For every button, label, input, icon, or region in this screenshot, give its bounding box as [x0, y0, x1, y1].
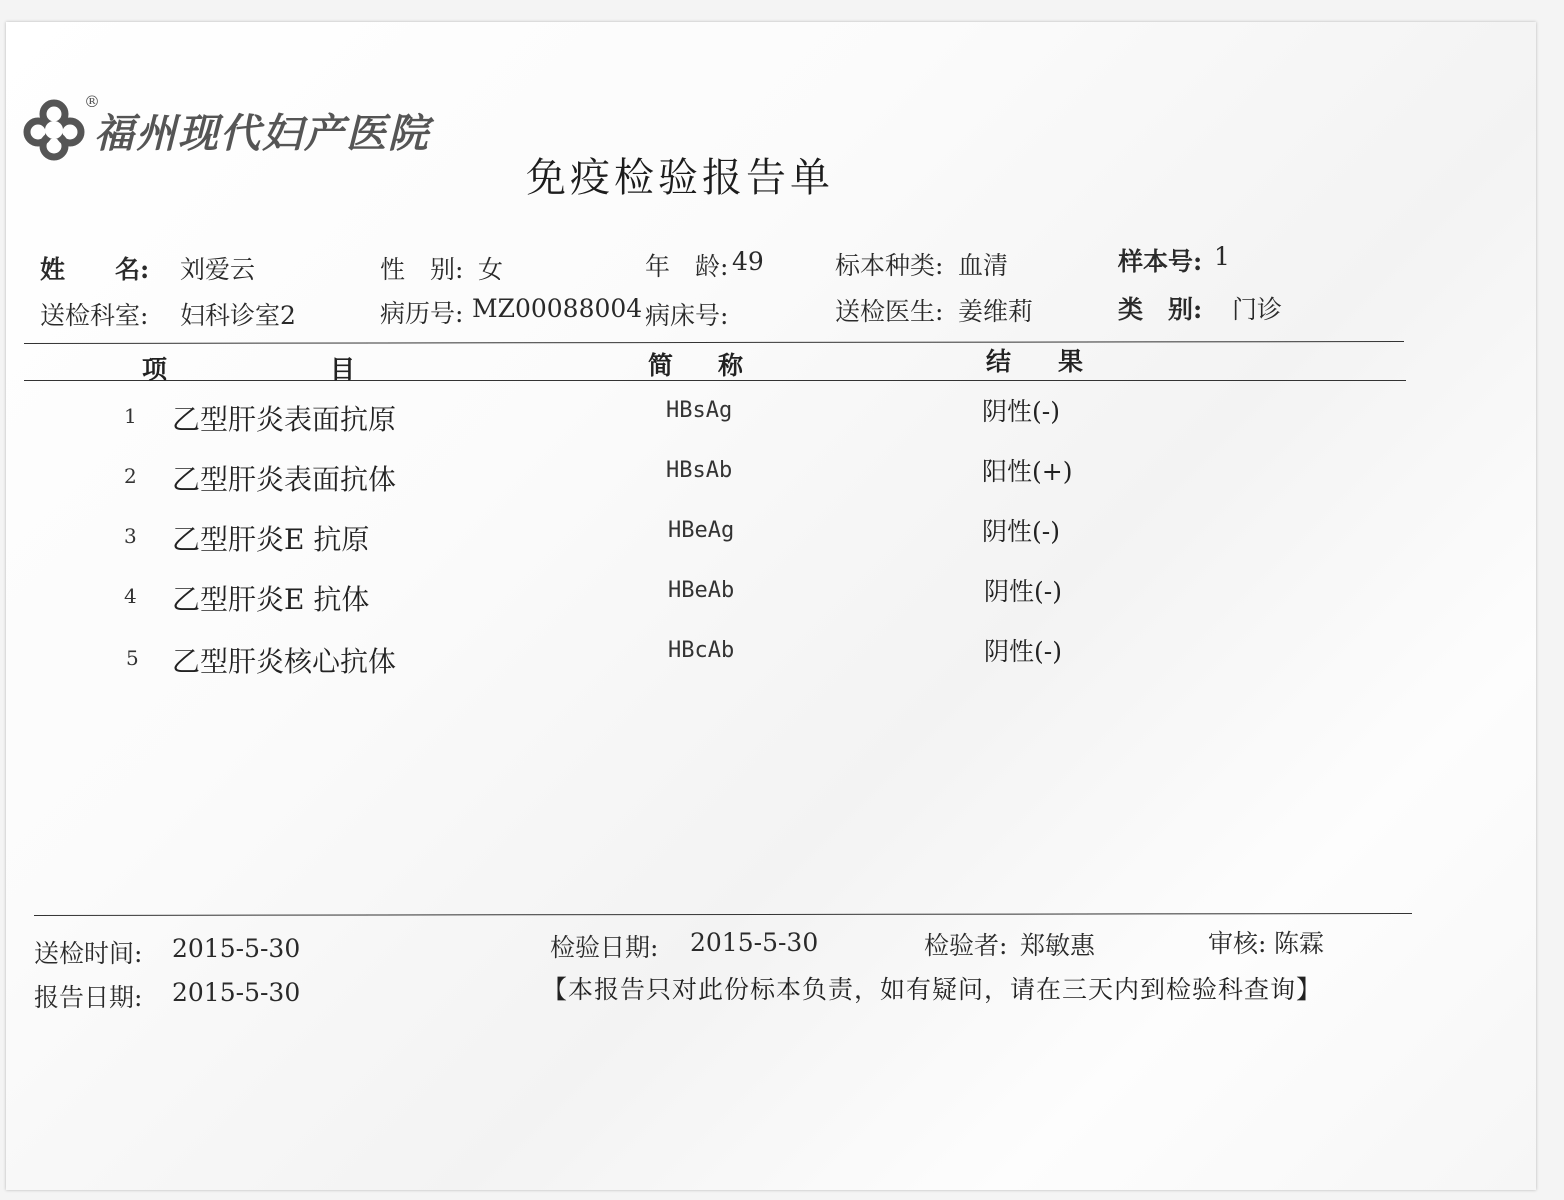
- report-date-label: 报告日期:: [34, 983, 143, 1012]
- row-number: 2: [124, 464, 137, 488]
- row-item: 乙型肝炎表面抗原: [172, 403, 397, 436]
- header-result-a: 结: [986, 347, 1012, 376]
- row-item: 乙型肝炎E 抗原: [172, 523, 370, 556]
- row-result: 阴性(-): [984, 637, 1062, 666]
- header-abbr-a: 简: [648, 351, 674, 380]
- row-result: 阴性(-): [982, 517, 1060, 546]
- row-number: 5: [126, 646, 139, 670]
- row-number: 3: [124, 524, 137, 548]
- category-label: 类 别:: [1118, 295, 1203, 324]
- doctor-name: 姜维莉: [958, 297, 1034, 326]
- header-abbr-b: 称: [718, 351, 744, 380]
- row-abbr: HBeAg: [668, 518, 735, 543]
- hospital-name: 福州现代妇产医院: [94, 109, 430, 157]
- row-abbr: HBsAb: [666, 458, 733, 483]
- patient-gender: 女: [478, 255, 504, 284]
- hospital-header: [22, 92, 430, 162]
- specimen-label: 标本种类:: [835, 251, 944, 280]
- patient-name: 刘爱云: [180, 255, 256, 284]
- dept-label: 送检科室:: [40, 301, 149, 330]
- row-item: 乙型肝炎核心抗体: [172, 645, 397, 678]
- header-item-b: 目: [330, 355, 356, 384]
- row-item: 乙型肝炎表面抗体: [172, 463, 397, 496]
- report-title: 免疫检验报告单: [526, 155, 834, 201]
- sample-no-label: 样本号:: [1118, 247, 1203, 276]
- name-label: 姓 名:: [40, 255, 150, 284]
- row-result: 阴性(-): [982, 397, 1060, 426]
- tester-label: 检验者:: [924, 931, 1008, 960]
- report-date: 2015-5-30: [172, 978, 301, 1007]
- submit-time: 2015-5-30: [172, 934, 301, 963]
- reviewer-label: 审核:: [1208, 929, 1267, 958]
- disclaimer-note: 【本报告只对此份标本负责，如有疑问，请在三天内到检验科查询】: [542, 975, 1323, 1004]
- row-abbr: HBsAg: [666, 398, 733, 423]
- test-date-label: 检验日期:: [550, 933, 659, 962]
- doctor-label: 送检医生:: [835, 297, 944, 326]
- header-item-a: 项: [142, 355, 168, 384]
- specimen-type: 血清: [958, 251, 1009, 280]
- category-value: 门诊: [1232, 295, 1283, 324]
- gender-label: 性 别:: [380, 255, 464, 284]
- row-result: 阳性(+): [982, 457, 1073, 486]
- age-label: 年 龄:: [645, 252, 729, 281]
- row-abbr: HBeAb: [668, 578, 735, 603]
- tester-name: 郑敏惠: [1020, 931, 1096, 960]
- reviewer-name: 陈霖: [1274, 929, 1325, 958]
- table-header-rule: [24, 380, 1406, 381]
- sample-no: 1: [1214, 242, 1230, 271]
- registered-mark: ®: [84, 92, 100, 111]
- row-abbr: HBcAb: [668, 638, 735, 663]
- patient-age: 49: [732, 247, 764, 276]
- row-item: 乙型肝炎E 抗体: [172, 583, 370, 616]
- record-no: MZ00088004: [472, 294, 643, 323]
- test-date: 2015-5-30: [690, 928, 819, 957]
- row-number: 4: [124, 584, 137, 608]
- row-number: 1: [124, 404, 137, 428]
- header-result-b: 果: [1058, 347, 1084, 376]
- bed-label: 病床号:: [645, 301, 729, 330]
- row-result: 阴性(-): [984, 577, 1062, 606]
- hospital-logo-icon: [22, 92, 100, 162]
- record-label: 病历号:: [380, 299, 464, 328]
- dept-value: 妇科诊室2: [180, 301, 296, 330]
- submit-time-label: 送检时间:: [34, 939, 143, 968]
